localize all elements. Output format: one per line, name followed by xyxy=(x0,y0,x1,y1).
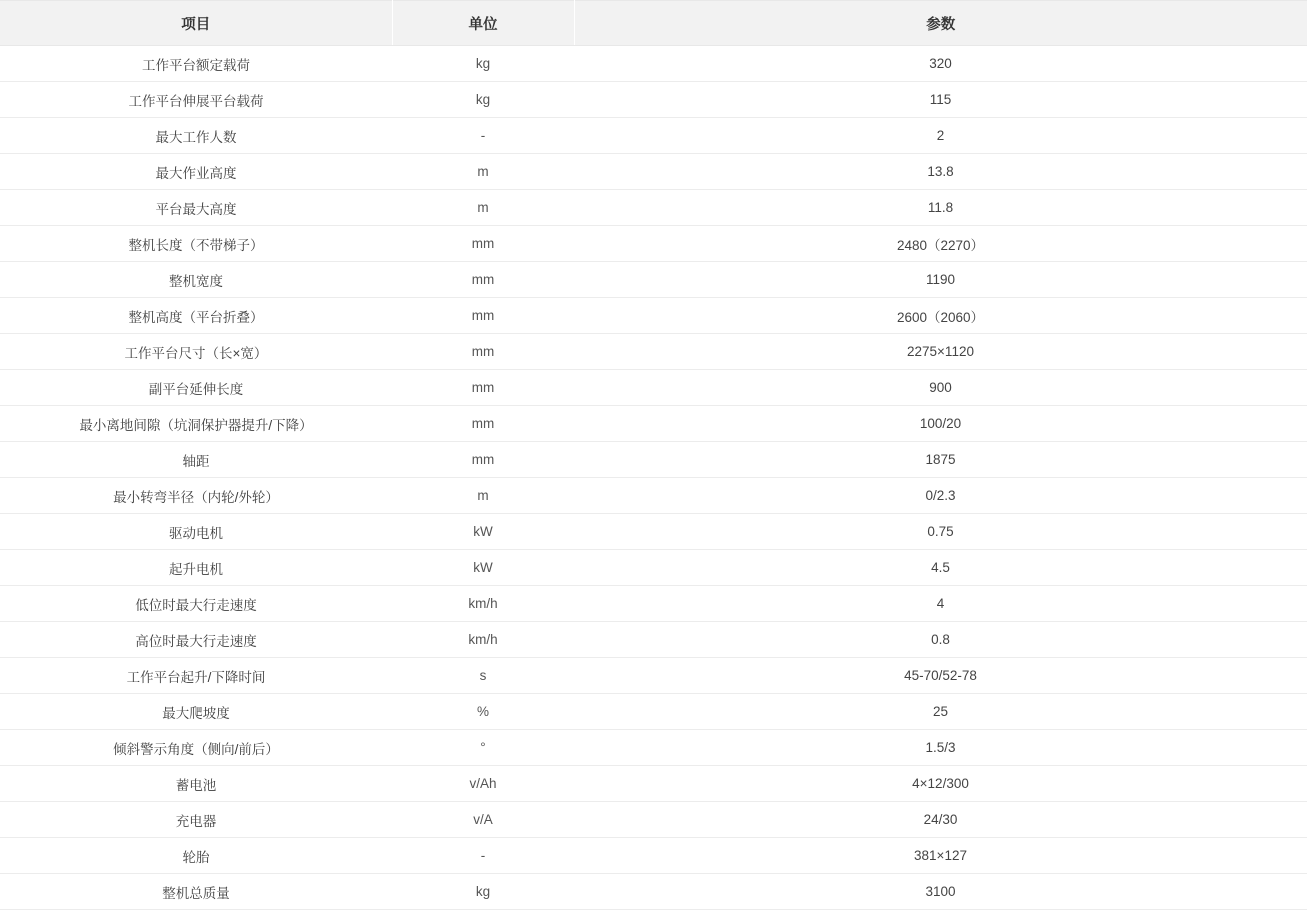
cell-value: 2275×1120 xyxy=(574,334,1307,370)
table-row xyxy=(0,46,1307,82)
cell-unit: mm xyxy=(392,226,574,262)
column-header-unit: 单位 xyxy=(392,1,574,46)
cell-value: 45-70/52-78 xyxy=(574,658,1307,694)
cell-item: 轮胎 xyxy=(0,838,392,874)
table-row xyxy=(0,154,1307,190)
cell-value: 0/2.3 xyxy=(574,478,1307,514)
cell-item: 平台最大高度 xyxy=(0,190,392,226)
cell-unit: m xyxy=(392,154,574,190)
cell-value: 24/30 xyxy=(574,802,1307,838)
cell-unit: v/A xyxy=(392,802,574,838)
table-row xyxy=(0,226,1307,262)
cell-item: 低位时最大行走速度 xyxy=(0,586,392,622)
cell-value: 0.8 xyxy=(574,622,1307,658)
table-row xyxy=(0,118,1307,154)
table-row xyxy=(0,802,1307,838)
table-row xyxy=(0,730,1307,766)
cell-item: 轴距 xyxy=(0,442,392,478)
cell-item: 工作平台额定载荷 xyxy=(0,46,392,82)
table-body xyxy=(0,46,1307,910)
cell-item: 整机总质量 xyxy=(0,874,392,910)
column-header-item: 项目 xyxy=(0,1,392,46)
cell-item: 工作平台伸展平台载荷 xyxy=(0,82,392,118)
cell-unit: kW xyxy=(392,514,574,550)
table-row xyxy=(0,298,1307,334)
cell-value: 4 xyxy=(574,586,1307,622)
cell-value: 1875 xyxy=(574,442,1307,478)
table-row xyxy=(0,190,1307,226)
cell-item: 蓄电池 xyxy=(0,766,392,802)
cell-unit: - xyxy=(392,118,574,154)
cell-value: 1190 xyxy=(574,262,1307,298)
cell-item: 最大爬坡度 xyxy=(0,694,392,730)
cell-unit: kW xyxy=(392,550,574,586)
table-header xyxy=(0,1,1307,46)
cell-unit: v/Ah xyxy=(392,766,574,802)
cell-unit: m xyxy=(392,190,574,226)
table-row xyxy=(0,550,1307,586)
cell-value: 4.5 xyxy=(574,550,1307,586)
table-row xyxy=(0,514,1307,550)
column-header-value: 参数 xyxy=(574,1,1307,46)
cell-unit: s xyxy=(392,658,574,694)
cell-item: 倾斜警示角度（侧向/前后） xyxy=(0,730,392,766)
table-row xyxy=(0,262,1307,298)
cell-unit: mm xyxy=(392,262,574,298)
cell-item: 工作平台起升/下降时间 xyxy=(0,658,392,694)
table-row xyxy=(0,82,1307,118)
cell-value: 0.75 xyxy=(574,514,1307,550)
cell-item: 最大工作人数 xyxy=(0,118,392,154)
cell-item: 最大作业高度 xyxy=(0,154,392,190)
cell-value: 2600（2060） xyxy=(574,298,1307,334)
cell-value: 381×127 xyxy=(574,838,1307,874)
cell-item: 整机宽度 xyxy=(0,262,392,298)
cell-unit: km/h xyxy=(392,622,574,658)
table-row xyxy=(0,406,1307,442)
cell-value: 11.8 xyxy=(574,190,1307,226)
table-row xyxy=(0,838,1307,874)
cell-value: 2 xyxy=(574,118,1307,154)
cell-unit: ° xyxy=(392,730,574,766)
cell-value: 900 xyxy=(574,370,1307,406)
table-row xyxy=(0,658,1307,694)
cell-value: 100/20 xyxy=(574,406,1307,442)
cell-unit: mm xyxy=(392,298,574,334)
cell-unit: % xyxy=(392,694,574,730)
cell-value: 13.8 xyxy=(574,154,1307,190)
cell-unit: kg xyxy=(392,82,574,118)
cell-value: 3100 xyxy=(574,874,1307,910)
cell-unit: km/h xyxy=(392,586,574,622)
cell-item: 充电器 xyxy=(0,802,392,838)
table-row xyxy=(0,622,1307,658)
table-row xyxy=(0,766,1307,802)
cell-unit: m xyxy=(392,478,574,514)
table-header-row xyxy=(0,1,1307,46)
cell-value: 25 xyxy=(574,694,1307,730)
cell-item: 最小转弯半径（内轮/外轮） xyxy=(0,478,392,514)
cell-value: 4×12/300 xyxy=(574,766,1307,802)
cell-unit: kg xyxy=(392,874,574,910)
cell-unit: mm xyxy=(392,442,574,478)
cell-unit: kg xyxy=(392,46,574,82)
cell-item: 驱动电机 xyxy=(0,514,392,550)
cell-unit: - xyxy=(392,838,574,874)
cell-value: 115 xyxy=(574,82,1307,118)
cell-unit: mm xyxy=(392,370,574,406)
cell-value: 1.5/3 xyxy=(574,730,1307,766)
table-row xyxy=(0,370,1307,406)
cell-item: 高位时最大行走速度 xyxy=(0,622,392,658)
table-row xyxy=(0,478,1307,514)
table-row xyxy=(0,334,1307,370)
cell-value: 320 xyxy=(574,46,1307,82)
cell-value: 2480（2270） xyxy=(574,226,1307,262)
cell-item: 副平台延伸长度 xyxy=(0,370,392,406)
cell-item: 整机长度（不带梯子） xyxy=(0,226,392,262)
cell-item: 整机高度（平台折叠） xyxy=(0,298,392,334)
table-row xyxy=(0,442,1307,478)
cell-item: 最小离地间隙（坑洞保护器提升/下降） xyxy=(0,406,392,442)
cell-item: 工作平台尺寸（长×宽） xyxy=(0,334,392,370)
table-row xyxy=(0,694,1307,730)
cell-unit: mm xyxy=(392,406,574,442)
table-row xyxy=(0,874,1307,910)
cell-unit: mm xyxy=(392,334,574,370)
table-row xyxy=(0,586,1307,622)
cell-item: 起升电机 xyxy=(0,550,392,586)
